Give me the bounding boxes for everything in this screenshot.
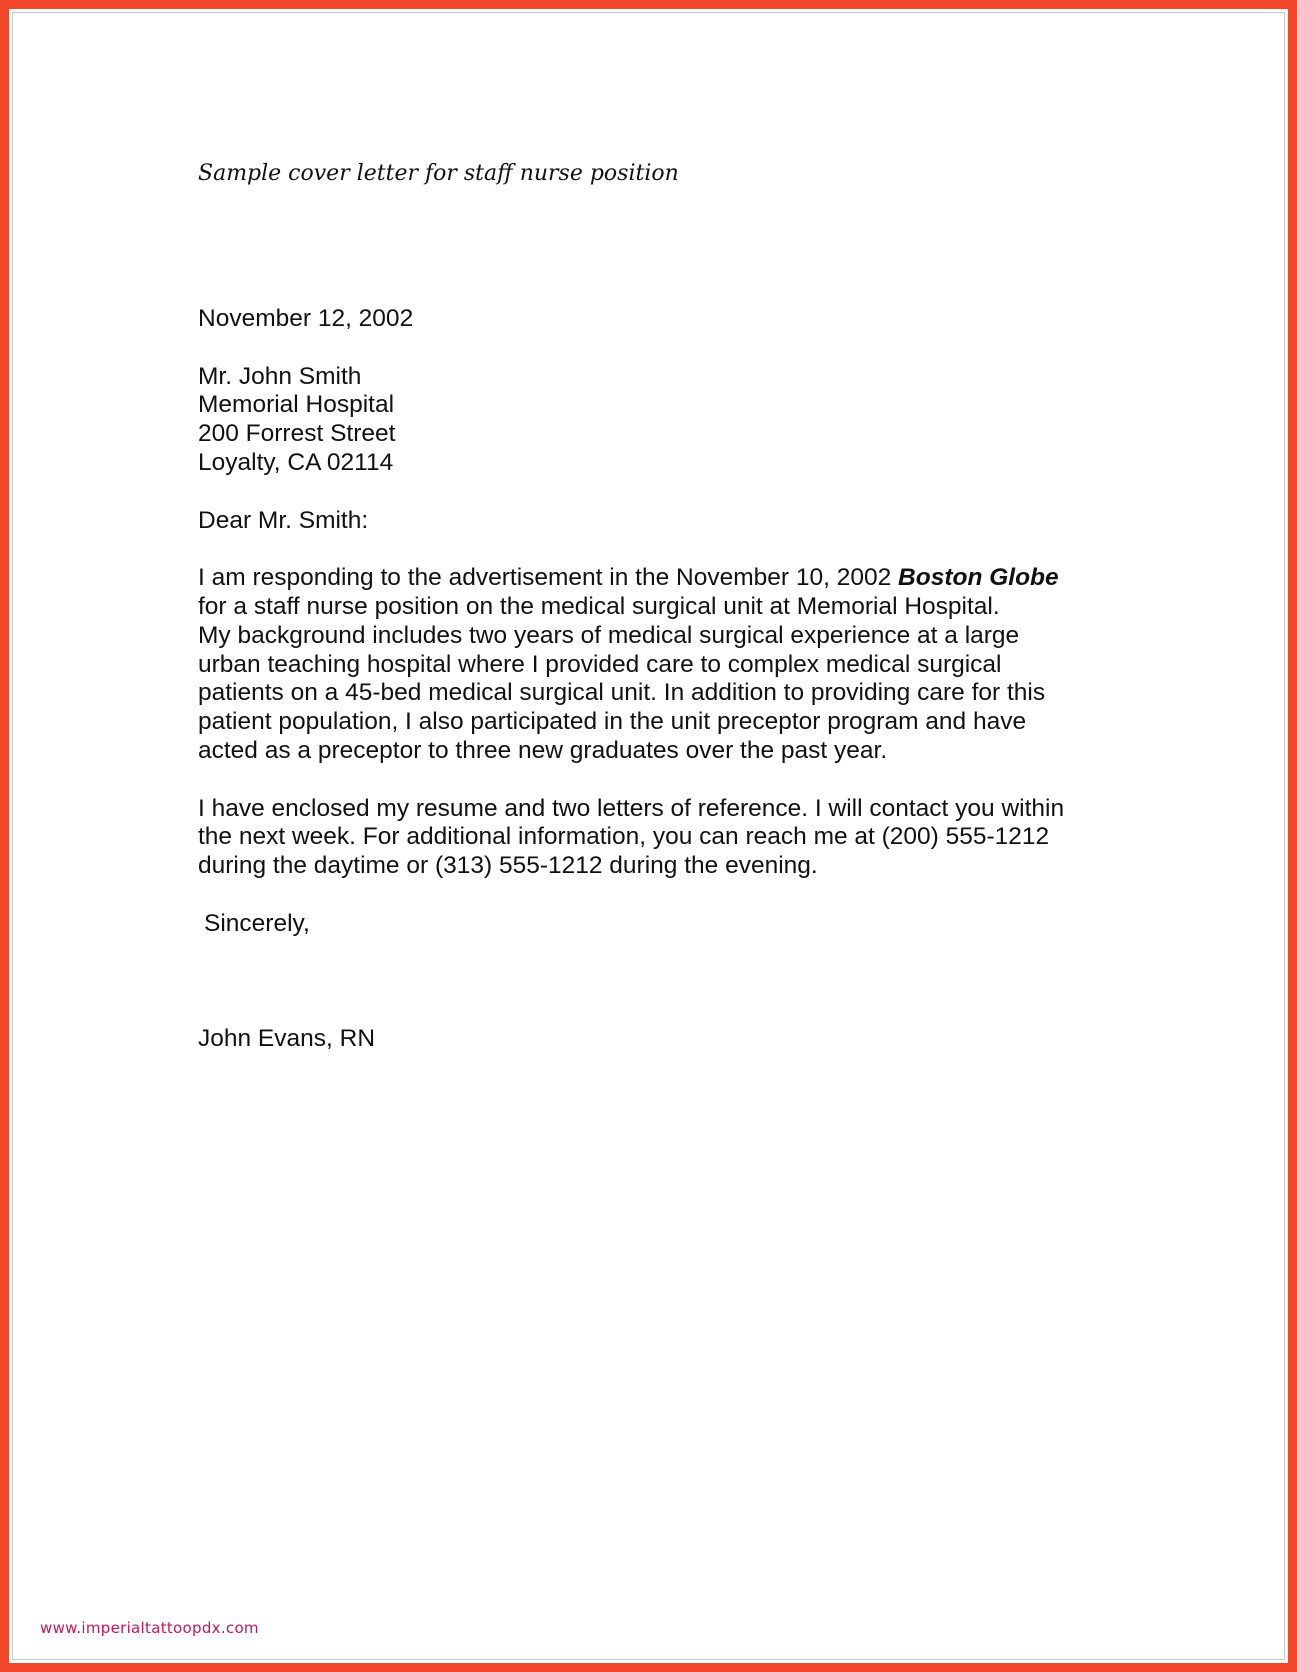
paragraph-1-line: My background includes two years of medical surgical experience at a large [198, 621, 1020, 649]
salutation: Dear Mr. Smith: [198, 506, 369, 534]
paragraph-1-line: acted as a preceptor to three new graduates over the past year. [198, 736, 888, 764]
paragraph-1-intro: I am responding to the advertisement in the November 10, 2002 [198, 564, 899, 592]
paragraph-2-line: I have enclosed my resume and two letters of reference. I will contact you within [198, 794, 1065, 822]
closing: Sincerely, [204, 909, 310, 937]
paragraph-1-line: patient population, I also participated in the unit preceptor program and have [198, 708, 1027, 736]
paragraph-1-line: for a staff nurse position on the medical surgical unit at Memorial Hospital. [198, 592, 1000, 620]
letter-body [198, 305, 1158, 1054]
letter-date: November 12, 2002 [198, 305, 414, 332]
recipient-street: 200 Forrest Street [198, 420, 396, 448]
paragraph-2-line: the next week. For additional information, you can reach me at (200) 555-1212 [198, 823, 1050, 851]
source-watermark: www.imperialtattoopdx.com [40, 1619, 259, 1637]
paragraph-2-line: during the daytime or (313) 555-1212 during the evening. [198, 852, 818, 880]
paragraph-2 [198, 795, 1158, 881]
paragraph-1-line: patients on a 45-bed medical surgical unit. In addition to providing care for this [198, 679, 1046, 707]
document-title: Sample cover letter for staff nurse position [198, 161, 679, 186]
recipient-city: Loyalty, CA 02114 [198, 448, 394, 476]
recipient-organization: Memorial Hospital [198, 391, 395, 419]
paragraph-1 [198, 564, 1158, 766]
signature-name: John Evans, RN [198, 1024, 376, 1052]
recipient-name: Mr. John Smith [198, 362, 362, 390]
publication-name: Boston Globe [898, 564, 1059, 592]
recipient-address [198, 363, 1158, 478]
paragraph-1-line: urban teaching hospital where I provided care to complex medical surgical [198, 650, 1002, 678]
paragraph-1-line [198, 564, 1158, 593]
